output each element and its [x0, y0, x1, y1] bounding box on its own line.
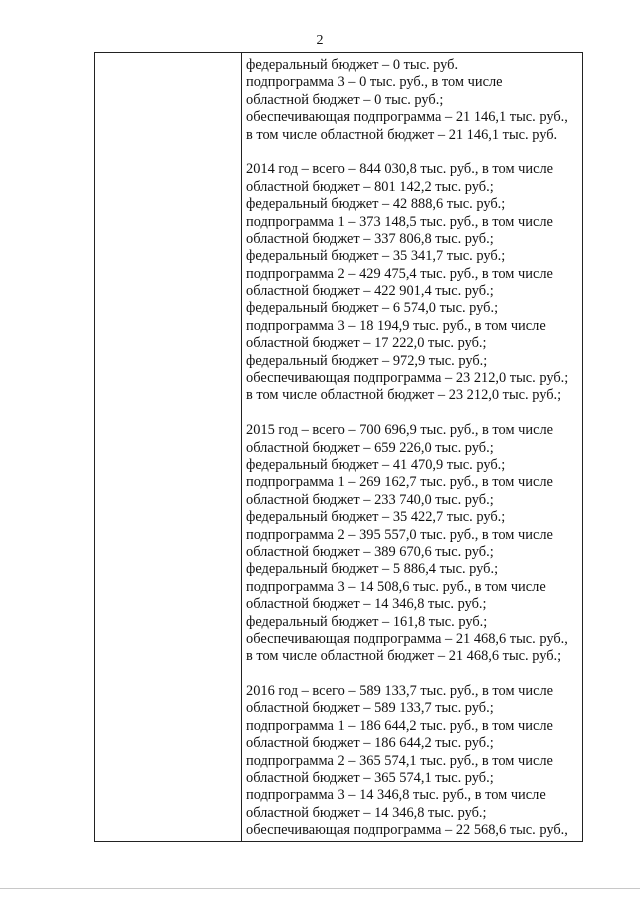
budget-line: областной бюджет – 14 346,8 тыс. руб.;	[246, 804, 487, 821]
budget-line: в том числе областной бюджет – 21 468,6 тыс. руб.;	[246, 648, 562, 665]
budget-line: областной бюджет – 337 806,8 тыс. руб.;	[246, 230, 494, 247]
budget-line: подпрограмма 2 – 429 475,4 тыс. руб., в том числе	[246, 265, 553, 282]
budget-line: федеральный бюджет – 41 470,9 тыс. руб.;	[246, 456, 506, 473]
budget-line: федеральный бюджет – 35 422,7 тыс. руб.;	[246, 509, 506, 526]
budget-line: областной бюджет – 422 901,4 тыс. руб.;	[246, 283, 494, 300]
budget-line: областной бюджет – 14 346,8 тыс. руб.;	[246, 596, 487, 613]
budget-line: обеспечивающая подпрограмма – 21 146,1 тыс. руб.,	[246, 109, 568, 126]
budget-line: подпрограмма 3 – 18 194,9 тыс. руб., в том числе	[246, 317, 546, 334]
page-number: 2	[316, 33, 324, 48]
budget-line: областной бюджет – 365 574,1 тыс. руб.;	[246, 770, 494, 787]
budget-line: в том числе областной бюджет – 23 212,0 тыс. руб.;	[246, 387, 562, 404]
budget-line: 2016 год – всего – 589 133,7 тыс. руб., в том числе	[246, 683, 554, 700]
budget-line: областной бюджет – 233 740,0 тыс. руб.;	[246, 491, 494, 508]
budget-line: подпрограмма 3 – 0 тыс. руб., в том числе	[246, 74, 503, 91]
budget-line: обеспечивающая подпрограмма – 22 568,6 тыс. руб.,	[246, 822, 568, 839]
budget-line: областной бюджет – 659 226,0 тыс. руб.;	[246, 439, 494, 456]
budget-line: федеральный бюджет – 161,8 тыс. руб.;	[246, 613, 488, 630]
scan-edge-line	[0, 888, 640, 889]
budget-block	[246, 422, 580, 665]
budget-line: федеральный бюджет – 5 886,4 тыс. руб.;	[246, 561, 499, 578]
budget-block	[246, 57, 580, 144]
budget-line: 2014 год – всего – 844 030,8 тыс. руб., в том числе	[246, 161, 554, 178]
budget-line: областной бюджет – 0 тыс. руб.;	[246, 91, 444, 108]
budget-line: федеральный бюджет – 0 тыс. руб.	[246, 57, 459, 73]
budget-line: подпрограмма 2 – 395 557,0 тыс. руб., в том числе	[246, 526, 553, 543]
budget-line: федеральный бюджет – 972,9 тыс. руб.;	[246, 352, 488, 369]
budget-line: федеральный бюджет – 35 341,7 тыс. руб.;	[246, 248, 506, 265]
budget-line: подпрограмма 1 – 269 162,7 тыс. руб., в том числе	[246, 474, 553, 491]
budget-line: подпрограмма 2 – 365 574,1 тыс. руб., в том числе	[246, 752, 553, 769]
paragraph-gap	[246, 405, 580, 422]
budget-line: подпрограмма 3 – 14 346,8 тыс. руб., в том числе	[246, 787, 546, 804]
budget-text-column	[246, 57, 580, 840]
budget-line: обеспечивающая подпрограмма – 21 468,6 тыс. руб.,	[246, 630, 568, 647]
budget-line: областной бюджет – 186 644,2 тыс. руб.;	[246, 735, 494, 752]
budget-line: областной бюджет – 17 222,0 тыс. руб.;	[246, 335, 487, 352]
budget-line: областной бюджет – 389 670,6 тыс. руб.;	[246, 543, 494, 560]
column-divider	[241, 53, 242, 841]
budget-line: 2015 год – всего – 700 696,9 тыс. руб., в том числе	[246, 422, 554, 439]
budget-line: федеральный бюджет – 42 888,6 тыс. руб.;	[246, 196, 506, 213]
paragraph-gap	[246, 666, 580, 683]
budget-line: подпрограмма 1 – 373 148,5 тыс. руб., в том числе	[246, 213, 553, 230]
paragraph-gap	[246, 144, 580, 161]
budget-line: подпрограмма 1 – 186 644,2 тыс. руб., в том числе	[246, 717, 553, 734]
budget-table	[94, 52, 583, 842]
budget-line: в том числе областной бюджет – 21 146,1 тыс. руб.	[246, 126, 558, 143]
budget-line: обеспечивающая подпрограмма – 23 212,0 тыс. руб.;	[246, 370, 569, 387]
budget-line: федеральный бюджет – 6 574,0 тыс. руб.;	[246, 300, 499, 317]
budget-line: областной бюджет – 801 142,2 тыс. руб.;	[246, 178, 494, 195]
budget-line: областной бюджет – 589 133,7 тыс. руб.;	[246, 700, 494, 717]
budget-block	[246, 161, 580, 404]
budget-line: подпрограмма 3 – 14 508,6 тыс. руб., в том числе	[246, 578, 546, 595]
budget-block	[246, 683, 580, 840]
